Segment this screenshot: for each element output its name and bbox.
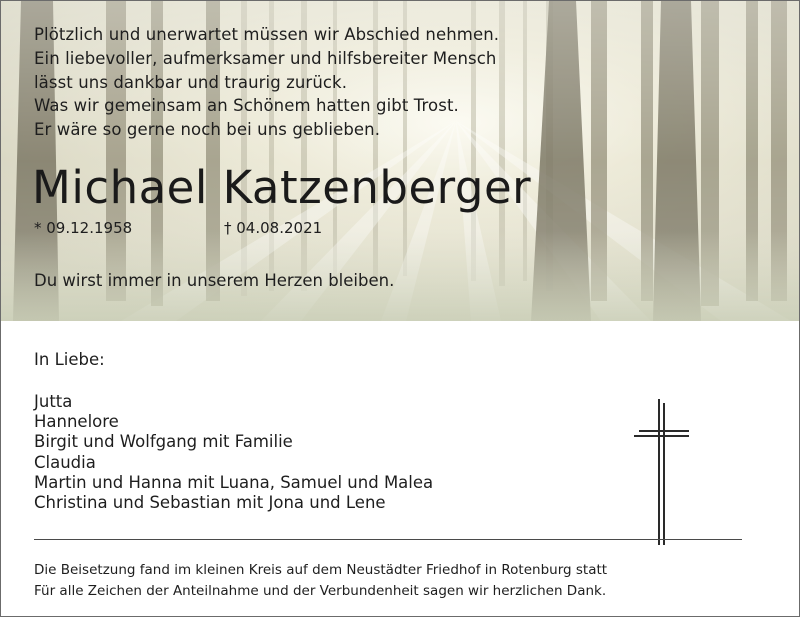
closing-line: Du wirst immer in unserem Herzen bleiben.: [34, 271, 395, 290]
poem-line: Ein liebevoller, aufmerksamer und hilfsbereiter Mensch: [34, 48, 497, 68]
poem-line: Er wäre so gerne noch bei uns geblieben.: [34, 120, 381, 140]
divider-line: [34, 539, 742, 540]
poem-line: Plötzlich und unerwartet müssen wir Abschied nehmen.: [34, 25, 500, 44]
mourners-list: [34, 392, 433, 513]
death-date: † 04.08.2021: [224, 219, 323, 237]
birth-date: * 09.12.1958: [34, 219, 133, 237]
mourner-item: Martin und Hanna mit Luana, Samuel und Malea: [34, 472, 434, 492]
footer-notice: [34, 560, 607, 601]
mourner-item: Jutta: [34, 392, 73, 411]
poem-block: [34, 23, 499, 142]
cross-icon: [633, 399, 693, 549]
poem-line: Was wir gemeinsam an Schönem hatten gibt Trost.: [34, 96, 459, 116]
footer-line: Die Beisetzung fand im kleinen Kreis auf dem Neustädter Friedhof in Rotenburg statt: [34, 562, 608, 578]
mourner-item: Christina und Sebastian mit Jona und Lene: [34, 493, 386, 513]
deceased-name: Michael Katzenberger: [32, 161, 532, 214]
mourner-item: Birgit und Wolfgang mit Familie: [34, 432, 293, 452]
poem-line: lässt uns dankbar und traurig zurück.: [34, 72, 348, 92]
footer-line: Für alle Zeichen der Anteilnahme und der Verbundenheit sagen wir herzlichen Dank.: [34, 582, 607, 599]
mourner-item: Hannelore: [34, 412, 119, 432]
mourners-intro: In Liebe:: [34, 350, 105, 369]
mourner-item: Claudia: [34, 452, 96, 472]
